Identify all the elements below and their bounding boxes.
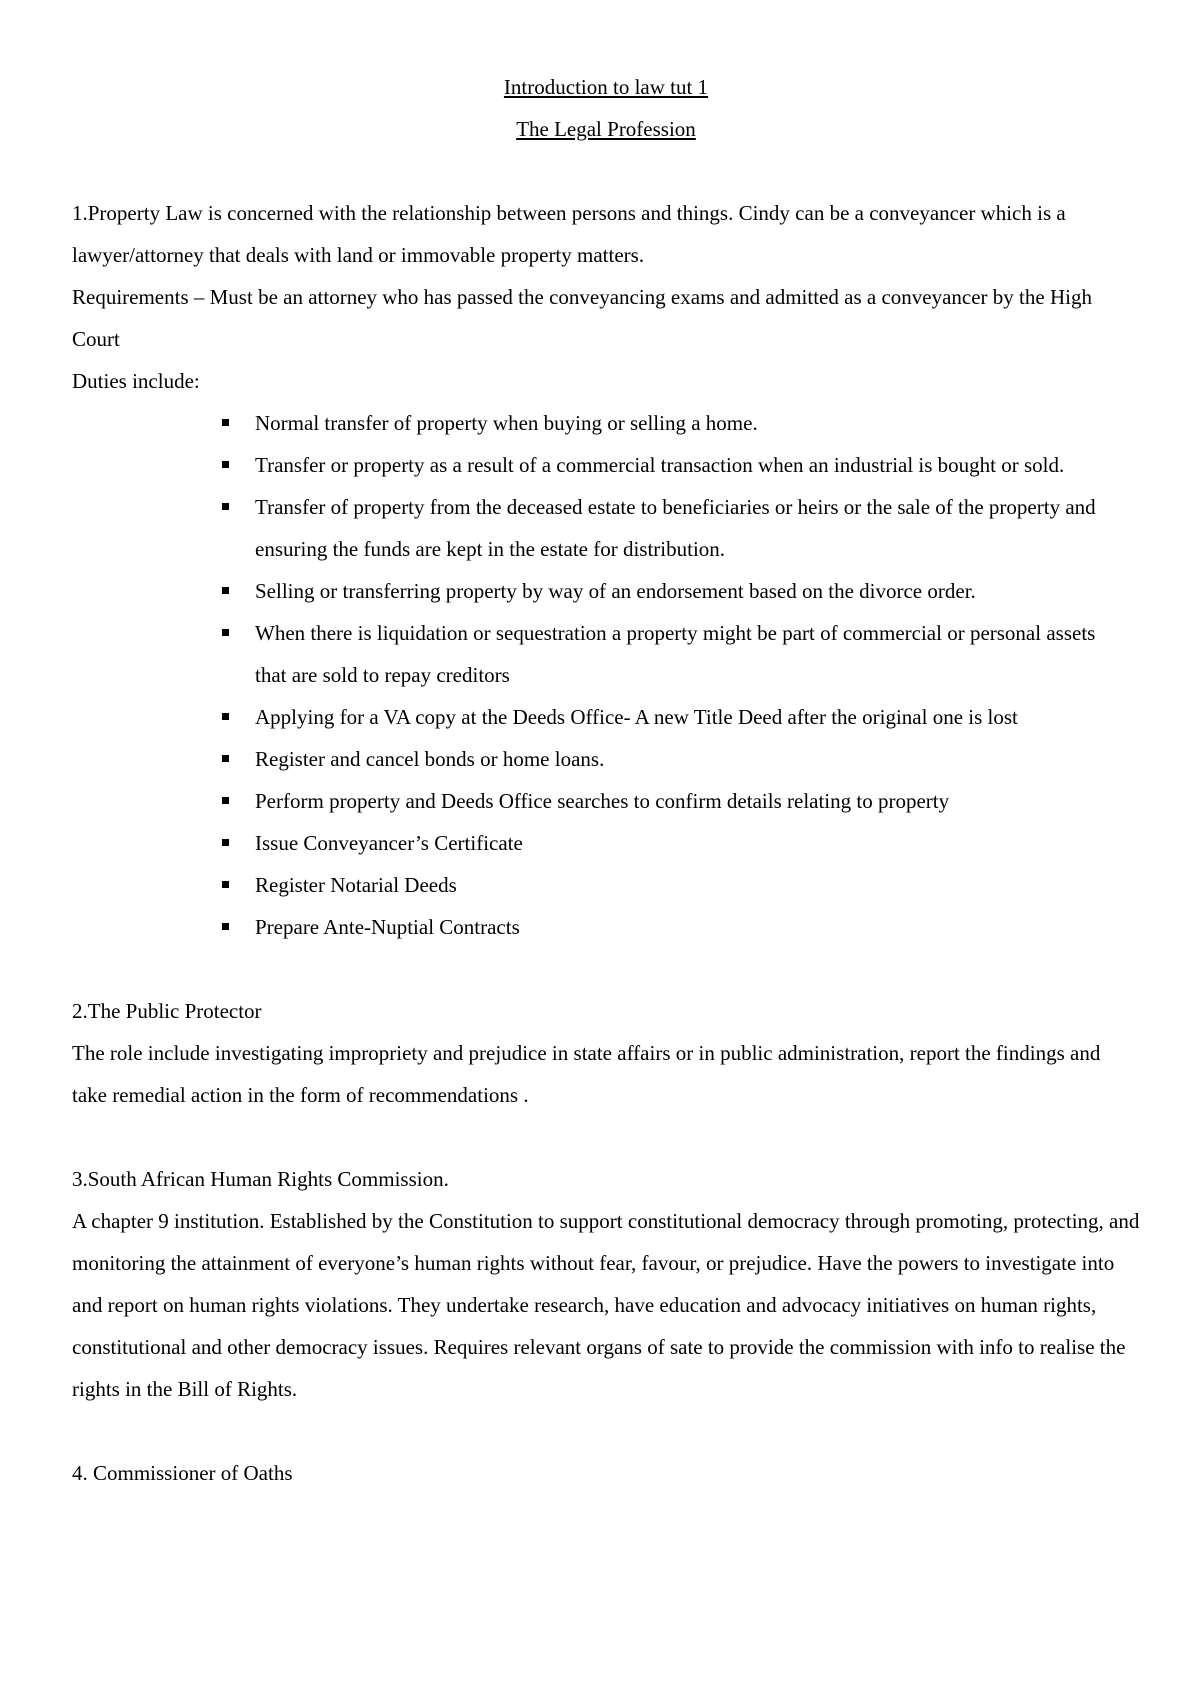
square-bullet-icon xyxy=(222,923,229,930)
section-1-requirements: Requirements – Must be an attorney who has passed the conveyancing exams and admitted as a conveyancer by the High Court xyxy=(72,285,1092,351)
duty-item xyxy=(255,906,1140,948)
duty-item xyxy=(255,570,1140,612)
section-1-duties-heading: Duties include: xyxy=(72,369,200,393)
section-3-heading: 3.South African Human Rights Commission. xyxy=(72,1167,449,1191)
duty-item xyxy=(255,864,1140,906)
duty-text: When there is liquidation or sequestration a property might be part of commercial or personal assets that are sold to repay creditors xyxy=(255,621,1096,687)
duty-text: Prepare Ante-Nuptial Contracts xyxy=(255,915,520,939)
duty-text: Transfer of property from the deceased estate to beneficiaries or heirs or the sale of the property and ensuring the funds are kept in the estate for distribution. xyxy=(255,495,1096,561)
duty-text: Transfer or property as a result of a commercial transaction when an industrial is bought or sold. xyxy=(255,453,1065,477)
spacer xyxy=(72,150,1140,192)
square-bullet-icon xyxy=(222,461,229,468)
square-bullet-icon xyxy=(222,587,229,594)
duty-item xyxy=(255,696,1140,738)
duty-text: Register Notarial Deeds xyxy=(255,873,457,897)
section-3-body: A chapter 9 institution. Established by the Constitution to support constitutional democracy through promoting, protecting, and monitoring the attainment of everyone’s human rights without fear, favour, or prejudice. Have the powers to investigate into and report on human rights violations. They undertake research, have education and advocacy initiatives on human rights, constitutional and other democracy issues. Requires relevant organs of sate to provide the commission with info to realise the rights in the Bill of Rights. xyxy=(72,1209,1140,1401)
duty-text: Selling or transferring property by way of an endorsement based on the divorce order. xyxy=(255,579,976,603)
square-bullet-icon xyxy=(222,881,229,888)
spacer xyxy=(72,1410,1140,1452)
duty-text: Applying for a VA copy at the Deeds Office- A new Title Deed after the original one is lost xyxy=(255,705,1018,729)
square-bullet-icon xyxy=(222,503,229,510)
spacer xyxy=(72,948,1140,990)
document-subtitle: The Legal Profession xyxy=(516,117,696,141)
duty-text: Issue Conveyancer’s Certificate xyxy=(255,831,523,855)
section-2-heading: 2.The Public Protector xyxy=(72,999,262,1023)
section-2-body: The role include investigating impropriety and prejudice in state affairs or in public administration, report the findings and take remedial action in the form of recommendations . xyxy=(72,1041,1101,1107)
document-content xyxy=(72,66,1140,1494)
square-bullet-icon xyxy=(222,419,229,426)
duty-item xyxy=(255,444,1140,486)
duty-item xyxy=(255,822,1140,864)
duty-item xyxy=(255,486,1140,570)
duty-item xyxy=(255,780,1140,822)
duty-text: Register and cancel bonds or home loans. xyxy=(255,747,605,771)
duty-item xyxy=(255,738,1140,780)
duties-list xyxy=(72,402,1140,948)
square-bullet-icon xyxy=(222,755,229,762)
square-bullet-icon xyxy=(222,839,229,846)
document-title: Introduction to law tut 1 xyxy=(503,75,709,99)
spacer xyxy=(72,1116,1140,1158)
duty-item xyxy=(255,612,1140,696)
duty-item xyxy=(255,402,1140,444)
duty-text: Perform property and Deeds Office searches to confirm details relating to property xyxy=(255,789,950,813)
section-4-heading: 4. Commissioner of Oaths xyxy=(72,1461,293,1485)
section-1-intro: 1.Property Law is concerned with the relationship between persons and things. Cindy can be a conveyancer which is a lawyer/attorney that deals with land or immovable property matters. xyxy=(72,201,1066,267)
square-bullet-icon xyxy=(222,713,229,720)
square-bullet-icon xyxy=(222,629,229,636)
square-bullet-icon xyxy=(222,797,229,804)
duty-text: Normal transfer of property when buying or selling a home. xyxy=(255,411,758,435)
